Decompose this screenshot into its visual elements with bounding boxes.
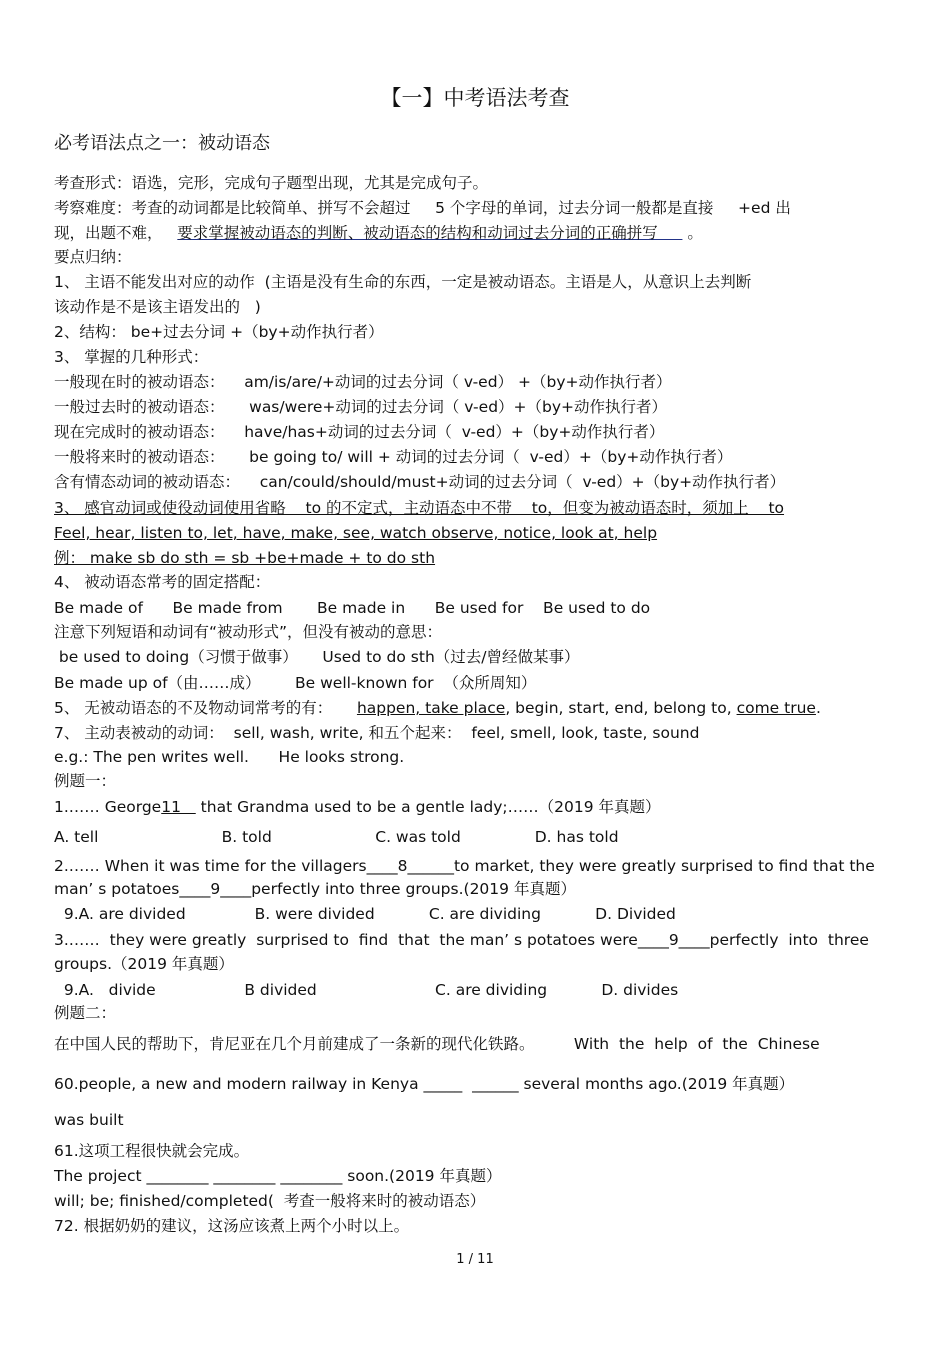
text-line: The project ________ ________ ________ soon.(2019 年真题） [54, 1167, 502, 1185]
text-line: 1、 主语不能发出对应的动作 (主语是没有生命的东西，一定是被动语态。主语是人，从意识上去判断 [54, 273, 752, 291]
text-line: Be made of Be made from Be made in Be used for Be used to do [54, 599, 651, 617]
text-span: that Grandma used to be a gentle lady;……（2019 年真题） [195, 798, 661, 816]
text-line: Be made up of（由……成） Be well-known for （众所周知） [54, 674, 537, 692]
page-title: 【一】中考语法考查 [380, 86, 570, 110]
underlined-text: happen, take place [356, 699, 506, 717]
text-line: 现在完成时的被动语态： have/has+动词的过去分词（ v-ed）+（by+动作执行者） [54, 423, 665, 441]
text-line: 一般将来时的被动语态： be going to/ will + 动词的过去分词（ v-ed）+（by+动作执行者） [54, 448, 733, 466]
underlined-text: come true [736, 699, 816, 717]
text-line: 在中国人民的帮助下，肯尼亚在几个月前建成了一条新的现代化铁路。 With the help of the Chinese [54, 1035, 820, 1053]
underlined-line: 例： make sb do sth = sb +be+made + to do sth [54, 549, 436, 567]
text-line: be used to doing（习惯于做事） Used to do sth（过去/曾经做某事） [54, 648, 580, 666]
answer-options: A. tell B. told C. was told D. has told [54, 828, 619, 846]
underlined-line: Feel, hear, listen to, let, have, make, see, watch observe, notice, look at, help [54, 524, 658, 542]
text-line: 3.…… they were greatly surprised to find that the man’ s potatoes were____9____perfectly into three [54, 931, 869, 949]
section-heading: 必考语法点之一：被动语态 [54, 133, 270, 154]
text-line [54, 698, 821, 718]
text-line: 2、结构： be+过去分词 +（by+动作执行者） [54, 323, 384, 341]
text-line: 一般过去时的被动语态： was/were+动词的过去分词（ v-ed）+（by+动作执行者） [54, 398, 668, 416]
text-line: 考察难度：考查的动词都是比较简单、拼写不会超过 5 个字母的单词，过去分词一般都是直接 +ed 出 [54, 199, 791, 217]
text-span: 5、 无被动语态的不及物动词常考的有： [54, 699, 357, 717]
text-span: 。 [682, 224, 703, 242]
text-line: 该动作是不是该主语发出的 ) [54, 298, 261, 316]
text-line: 72. 根据奶奶的建议，这汤应该煮上两个小时以上。 [54, 1217, 410, 1235]
text-line: 4、 被动语态常考的固定搭配： [54, 573, 271, 591]
text-line: 要点归纳： [54, 248, 132, 266]
underlined-text: 要求掌握被动语态的判断、被动语态的结构和动词过去分词的正确拼写 [177, 224, 683, 242]
text-line: 60.people, a new and modern railway in Kenya _____ ______ several months ago.(2019 年真题） [54, 1075, 795, 1093]
text-line: 例题一： [54, 772, 117, 790]
text-line: man’ s potatoes____9____perfectly into three groups.(2019 年真题） [54, 880, 576, 898]
text-line: e.g.: The pen writes well. He looks strong. [54, 748, 405, 766]
text-line [54, 797, 661, 817]
text-line: 3、 掌握的几种形式： [54, 348, 209, 366]
text-line: groups.（2019 年真题） [54, 955, 234, 973]
text-span: 现，出题不难， [54, 224, 178, 242]
underlined-line: 3、 感官动词或使役动词使用省略 to 的不定式，主动语态中不带 to，但变为被动语态时，须加上 to [54, 499, 785, 517]
answer-line: will; be; finished/completed( 考查一般将来时的被动语态） [54, 1192, 486, 1210]
text-line: 一般现在时的被动语态： am/is/are/+动词的过去分词（ v-ed） +（by+动作执行者） [54, 373, 672, 391]
text-span: . [815, 699, 821, 717]
text-span: 1.…… George [54, 798, 162, 816]
page-number: 1 / 11 [456, 1252, 494, 1267]
blank-number: 11 [161, 798, 196, 816]
text-span: , begin, start, end, belong to, [505, 699, 737, 717]
text-line [54, 223, 703, 243]
text-line: 7、 主动表被动的动词： sell, wash, write, 和五个起来： feel, smell, look, taste, sound [54, 724, 700, 742]
answer-options: 9.A. divide B divided C. are dividing D. divides [54, 981, 679, 999]
text-line: 含有情态动词的被动语态： can/could/should/must+动词的过去分词（ v-ed）+（by+动作执行者） [54, 473, 786, 491]
text-line: 注意下列短语和动词有“被动形式”，但没有被动的意思： [54, 623, 443, 641]
text-line: 例题二： [54, 1004, 117, 1022]
answer-options: 9.A. are divided B. were divided C. are dividing D. Divided [54, 905, 676, 923]
text-line: 61.这项工程很快就会完成。 [54, 1142, 250, 1160]
text-line: 2.…… When it was time for the villagers____8______to market, they were greatly surprised to find that the [54, 857, 875, 875]
answer-line: was built [54, 1111, 124, 1129]
text-line: 考查形式：语选，完形，完成句子题型出现，尤其是完成句子。 [54, 174, 489, 192]
